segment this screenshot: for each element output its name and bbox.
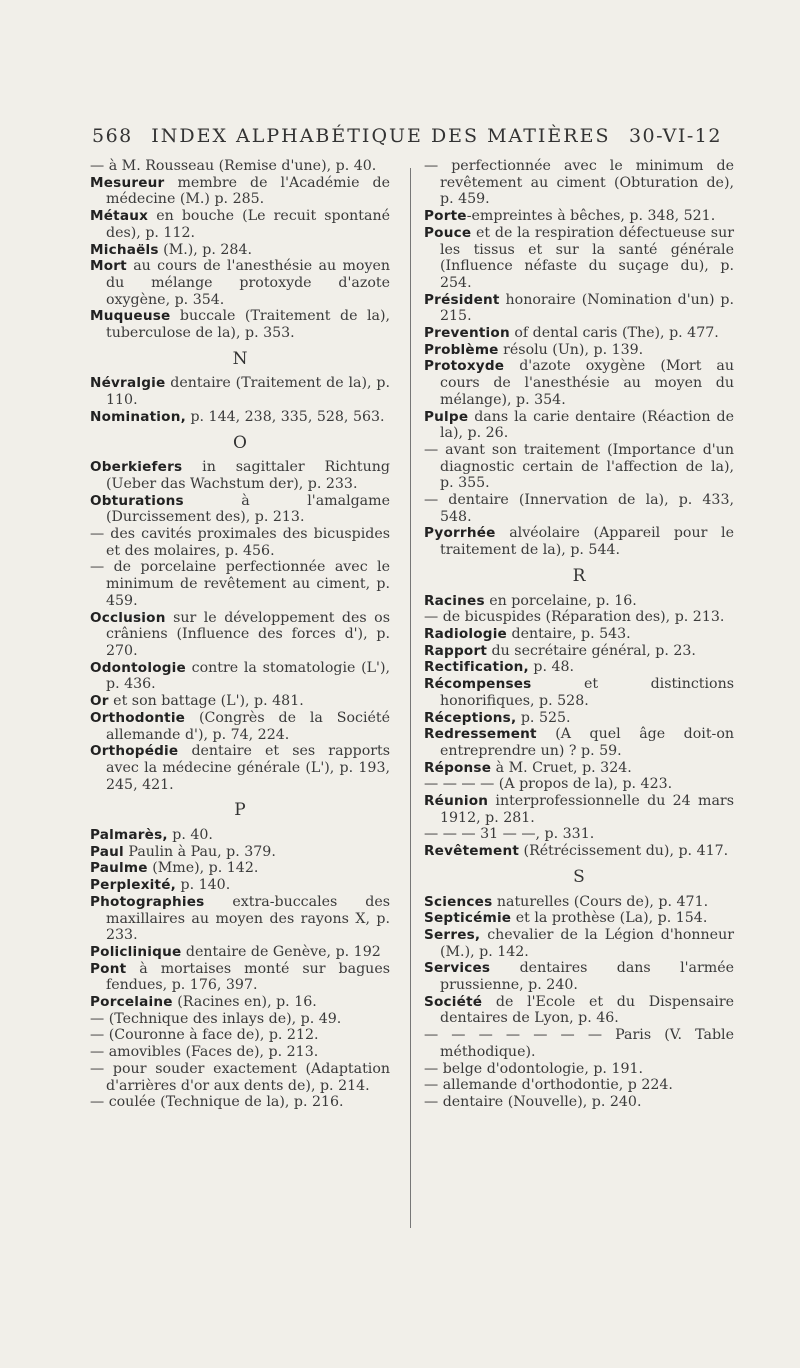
entry-text: — dentaire (Nouvelle), p. 240. xyxy=(424,1093,642,1110)
section-letter: P xyxy=(234,800,246,821)
index-entry xyxy=(424,960,734,993)
entry-keyword: Serres, xyxy=(424,926,481,943)
entry-text: Paulin à Pau, p. 379. xyxy=(123,843,276,860)
index-entry xyxy=(424,894,734,911)
entry-text: — coulée (Technique de la), p. 216. xyxy=(90,1094,344,1111)
page-title: INDEX ALPHABÉTIQUE DES MATIÈRES xyxy=(151,125,611,147)
index-entry xyxy=(90,308,390,341)
index-entry xyxy=(90,844,390,861)
entry-keyword: Nomination, xyxy=(90,408,186,425)
index-entry xyxy=(424,292,734,325)
entry-keyword: Oberkiefers xyxy=(90,459,183,476)
index-entry xyxy=(90,1044,390,1061)
entry-text: p. 40. xyxy=(167,827,213,844)
entry-keyword: Rectification, xyxy=(424,659,529,676)
entry-text: — à M. Rousseau (Remise d'une), p. 40. xyxy=(90,158,377,174)
entry-keyword: Odontologie xyxy=(90,659,186,676)
index-entry xyxy=(424,158,734,208)
entry-keyword: Pouce xyxy=(424,224,472,241)
entry-text: dentaire, p. 543. xyxy=(506,625,631,642)
entry-keyword: Orthopédie xyxy=(90,743,179,760)
entry-text: et son battage (L'), p. 481. xyxy=(108,693,304,710)
entry-keyword: Société xyxy=(424,993,483,1010)
entry-text: dentaire de Genève, p. 192 xyxy=(181,943,381,960)
index-entry xyxy=(90,610,390,660)
entry-text: — — — — (A propos de la), p. 423. xyxy=(424,776,673,793)
index-entry xyxy=(424,793,734,826)
entry-text: — belge d'odontologie, p. 191. xyxy=(424,1060,644,1077)
index-entry xyxy=(90,693,390,710)
entry-text: of dental caris (The), p. 477. xyxy=(509,325,719,342)
entry-text: — — — — — — — Paris (V. Table méthodique). xyxy=(424,1027,734,1060)
index-entry xyxy=(90,1011,390,1028)
entry-keyword: Pont xyxy=(90,960,127,977)
entry-keyword: Photographies xyxy=(90,893,205,910)
entry-text: (Mme), p. 142. xyxy=(147,860,259,877)
entry-text: de l'Ecole et du Dispensaire dentaires de Lyon, p. 46. xyxy=(440,993,734,1027)
entry-keyword: Obturations xyxy=(90,492,184,509)
entry-text: et la prothèse (La), p. 154. xyxy=(511,910,708,927)
entry-keyword: Pyorrhée xyxy=(424,525,496,542)
left-column xyxy=(90,158,390,1111)
entry-keyword: Orthodontie xyxy=(90,709,186,726)
entry-text: — (Technique des inlays de), p. 49. xyxy=(90,1010,342,1027)
entry-keyword: Problème xyxy=(424,341,499,358)
entry-keyword: Porte xyxy=(424,208,467,225)
entry-keyword: Prevention xyxy=(424,325,510,342)
entry-text: membre de l'Académie de médecine (M.) p. 285. xyxy=(106,174,390,208)
index-entry xyxy=(90,660,390,693)
entry-keyword: Président xyxy=(424,291,500,308)
entry-text: — perfectionnée avec le minimum de revêtement au ciment (Obturation de), p. 459. xyxy=(424,158,734,208)
index-entry xyxy=(90,944,390,961)
entry-text: honoraire (Nomination d'un) p. 215. xyxy=(440,291,734,325)
index-entry xyxy=(424,325,734,342)
entry-keyword: Racines xyxy=(424,592,485,609)
entry-text: (Rétrécissement du), p. 417. xyxy=(519,843,729,860)
index-entry xyxy=(90,994,390,1011)
index-entry xyxy=(424,1077,734,1094)
entry-text: buccale (Traitement de la), tuberculose de la), p. 353. xyxy=(106,308,390,342)
entry-text: — des cavités proximales des bicuspides et des molaires, p. 456. xyxy=(90,526,390,559)
entry-keyword: Réceptions, xyxy=(424,709,517,726)
index-entry xyxy=(424,826,734,843)
entry-text: — dentaire (Innervation de la), p. 433, 548. xyxy=(424,492,734,525)
entry-text: contre la stomatologie (L'), p. 436. xyxy=(106,659,390,693)
index-entry xyxy=(424,409,734,442)
entry-text: dentaire et ses rapports avec la médecine générale (L'), p. 193, 245, 421. xyxy=(106,743,390,793)
index-entry xyxy=(424,710,734,727)
entry-text: p. 48. xyxy=(528,659,575,676)
index-entry xyxy=(424,843,734,860)
index-entry xyxy=(424,342,734,359)
entry-text: naturelles (Cours de), p. 471. xyxy=(492,893,709,910)
index-entry xyxy=(90,158,390,175)
entry-text: interprofessionnelle du 24 mars 1912, p. 281. xyxy=(440,793,734,826)
entry-text: — (Couronne à face de), p. 212. xyxy=(90,1027,319,1044)
entry-text: au cours de l'anesthésie au moyen du mélange protoxyde d'azote oxygène, p. 354. xyxy=(106,258,390,308)
section-letter: S xyxy=(573,866,585,887)
entry-text: alvéolaire (Appareil pour le traitement de la), p. 544. xyxy=(440,525,734,559)
entry-keyword: Réponse xyxy=(424,759,492,776)
entry-keyword: Porcelaine xyxy=(90,994,173,1011)
index-entry xyxy=(90,1094,390,1111)
index-entry xyxy=(424,776,734,793)
section-letter: N xyxy=(232,348,248,369)
entry-text: — pour souder exactement (Adaptation d'arrières d'or aux dents de), p. 214. xyxy=(90,1060,390,1094)
index-entry xyxy=(90,961,390,994)
index-entry xyxy=(424,225,734,292)
entry-text: — amovibles (Faces de), p. 213. xyxy=(90,1044,319,1061)
entry-text: (Congrès de la Société allemande d'), p. 74, 224. xyxy=(106,709,390,743)
entry-text: à M. Cruet, p. 324. xyxy=(491,759,632,776)
index-entry xyxy=(424,910,734,927)
index-entry xyxy=(90,208,390,241)
entry-text: — allemande d'orthodontie, p 224. xyxy=(424,1077,673,1094)
entry-text: p. 140. xyxy=(176,877,231,894)
entry-keyword: Paul xyxy=(90,843,124,860)
entry-keyword: Sciences xyxy=(424,893,493,910)
index-entry xyxy=(90,559,390,609)
entry-text: (A quel âge doit-on entreprendre un) ? p. 59. xyxy=(440,726,734,759)
index-entry xyxy=(90,409,390,426)
entry-text: résolu (Un), p. 139. xyxy=(498,341,644,358)
entry-text: dentaires dans l'armée prussienne, p. 240. xyxy=(440,960,734,994)
entry-keyword: Mort xyxy=(90,258,127,275)
index-entry xyxy=(424,643,734,660)
entry-text: — avant son traitement (Importance d'un diagnostic certain de l'affection de la), p. 355. xyxy=(424,441,734,492)
entry-text: sur le développement des os crâniens (Influence des forces d'), p. 270. xyxy=(106,609,390,659)
index-entry xyxy=(424,609,734,626)
entry-keyword: Récompenses xyxy=(424,676,532,693)
index-entry xyxy=(424,208,734,225)
entry-keyword: Radiologie xyxy=(424,625,507,642)
entry-text: d'azote oxygène (Mort au cours de l'anesthésie au moyen du mélange), p. 354. xyxy=(440,358,734,408)
entry-keyword: Paulme xyxy=(90,860,148,877)
index-entry xyxy=(424,726,734,759)
entry-keyword: Michaëls xyxy=(90,241,159,258)
page-number: 568 xyxy=(92,125,133,147)
index-entry xyxy=(424,593,734,610)
entry-keyword: Revêtement xyxy=(424,843,520,860)
entry-text: chevalier de la Légion d'honneur (M.), p. 142. xyxy=(440,926,734,960)
entry-keyword: Muqueuse xyxy=(90,308,171,325)
entry-text: — de bicuspides (Réparation des), p. 213. xyxy=(424,609,725,626)
index-entry xyxy=(90,258,390,308)
index-entry xyxy=(90,459,390,492)
entry-keyword: Mesureur xyxy=(90,174,165,191)
index-entry xyxy=(424,760,734,777)
entry-text: et distinctions honorifiques, p. 528. xyxy=(440,676,734,709)
index-entry xyxy=(424,626,734,643)
index-entry xyxy=(90,743,390,793)
section-letter: O xyxy=(233,432,247,453)
page-code: 30-VI-12 xyxy=(628,125,722,147)
page-header xyxy=(92,125,722,147)
entry-keyword: Réunion xyxy=(424,793,489,810)
column-divider xyxy=(410,168,411,1228)
index-entry xyxy=(90,710,390,743)
index-entry xyxy=(90,877,390,894)
index-entry xyxy=(90,493,390,526)
entry-text: p. 144, 238, 335, 528, 563. xyxy=(185,408,385,425)
index-entry xyxy=(424,927,734,960)
index-entry xyxy=(424,994,734,1027)
index-entry xyxy=(90,1061,390,1094)
entry-text: extra-buccales des maxillaires au moyen des rayons X, p. 233. xyxy=(106,893,390,944)
index-entry xyxy=(424,676,734,709)
entry-keyword: Or xyxy=(90,693,109,710)
index-entry xyxy=(424,659,734,676)
entry-text: dentaire (Traitement de la), p. 110. xyxy=(106,375,390,409)
index-entry xyxy=(424,1027,734,1060)
right-column xyxy=(424,158,734,1111)
section-letter: R xyxy=(572,565,586,586)
entry-text: et de la respiration défectueuse sur les tissus et sur la santé générale (Influence néfaste du suçage du), p. 254. xyxy=(440,224,734,291)
entry-text: à l'amalgame (Durcissement des), p. 213. xyxy=(106,492,390,526)
entry-keyword: Redressement xyxy=(424,726,537,743)
entry-text: p. 525. xyxy=(516,709,571,726)
index-entry xyxy=(90,1027,390,1044)
entry-text: (Racines en), p. 16. xyxy=(172,994,317,1011)
index-entry xyxy=(90,860,390,877)
entry-text: en bouche (Le recuit spontané des), p. 112. xyxy=(106,208,390,241)
entry-keyword: Névralgie xyxy=(90,375,166,392)
entry-keyword: Policlinique xyxy=(90,943,182,960)
index-entry xyxy=(424,525,734,558)
entry-keyword: Occlusion xyxy=(90,609,166,626)
index-entry xyxy=(424,492,734,525)
index-entry xyxy=(424,1061,734,1078)
entry-keyword: Protoxyde xyxy=(424,358,505,375)
entry-text: in sagittaler Richtung (Ueber das Wachstum der), p. 233. xyxy=(106,459,390,492)
entry-keyword: Pulpe xyxy=(424,408,469,425)
entry-text: en porcelaine, p. 16. xyxy=(484,592,637,609)
index-entry xyxy=(90,175,390,208)
entry-keyword: Septicémie xyxy=(424,910,512,927)
entry-text: dans la carie dentaire (Réaction de la), p. 26. xyxy=(440,408,734,442)
entry-keyword: Rapport xyxy=(424,642,488,659)
entry-text: -empreintes à bêches, p. 348, 521. xyxy=(466,208,716,225)
index-entry xyxy=(424,1094,734,1111)
index-entry xyxy=(424,442,734,492)
entry-text: (M.), p. 284. xyxy=(158,241,252,258)
entry-text: — de porcelaine perfectionnée avec le minimum de revêtement au ciment, p. 459. xyxy=(90,559,390,609)
index-entry xyxy=(90,894,390,944)
index-entry xyxy=(90,526,390,559)
index-entry xyxy=(424,358,734,408)
entry-text: du secrétaire général, p. 23. xyxy=(487,642,696,659)
entry-keyword: Services xyxy=(424,960,491,977)
index-entry xyxy=(90,242,390,259)
entry-keyword: Perplexité, xyxy=(90,877,177,894)
entry-keyword: Palmarès, xyxy=(90,827,168,844)
entry-keyword: Métaux xyxy=(90,208,149,225)
entry-text: à mortaises monté sur bagues fendues, p. 176, 397. xyxy=(106,960,390,994)
index-entry xyxy=(90,375,390,408)
entry-text: — — — 31 — —, p. 331. xyxy=(424,826,595,843)
index-entry xyxy=(90,827,390,844)
